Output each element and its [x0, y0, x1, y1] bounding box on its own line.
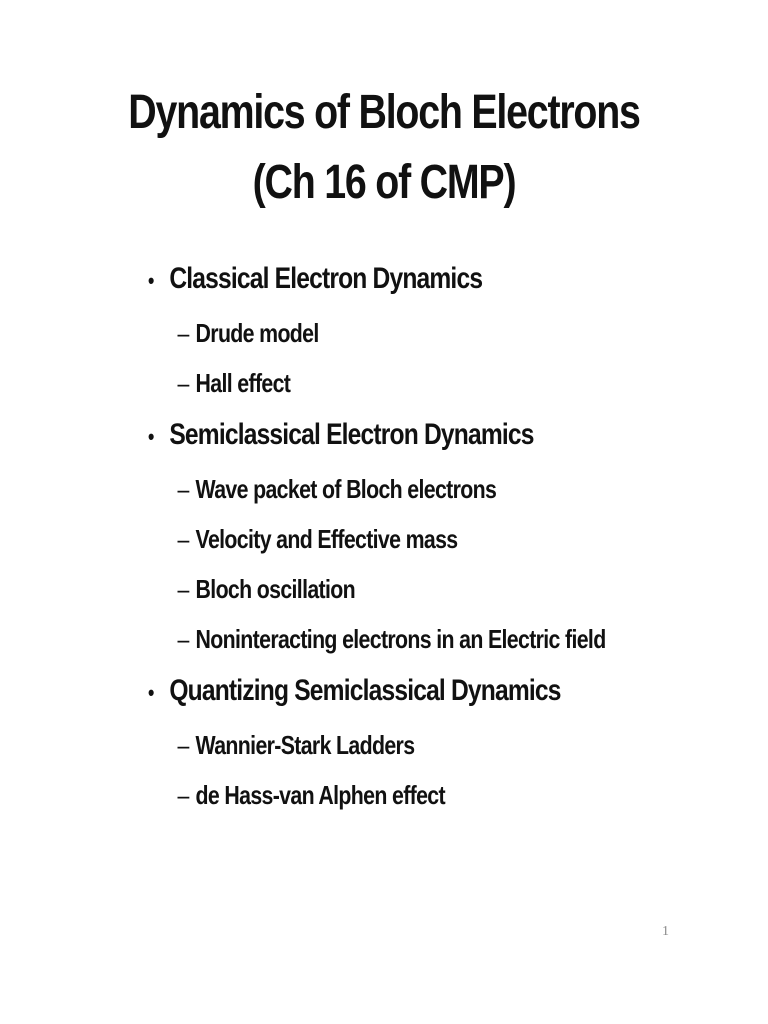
dash-icon: – — [177, 574, 189, 604]
dash-icon: – — [177, 624, 189, 654]
sub-item: – Bloch oscillation — [148, 564, 640, 614]
slide-title — [69, 78, 699, 218]
dash-icon: – — [177, 318, 189, 348]
outline-list — [148, 252, 748, 820]
sub-item: – Wannier-Stark Ladders — [148, 720, 640, 770]
outline-item — [148, 664, 748, 820]
sub-item: – Noninteracting electrons in an Electric field — [148, 614, 640, 664]
dash-icon: – — [177, 730, 189, 760]
dash-icon: – — [177, 780, 189, 810]
sub-item: – de Hass-van Alphen effect — [148, 770, 640, 820]
title-line-1: Dynamics of Bloch Electrons — [128, 86, 640, 139]
title-line-2: (Ch 16 of CMP) — [252, 156, 516, 209]
bullet-icon: • — [148, 268, 154, 293]
bullet-label: Classical Electron Dynamics — [169, 262, 483, 295]
sub-item: – Wave packet of Bloch electrons — [148, 464, 640, 514]
sub-list — [148, 464, 748, 664]
dash-icon: – — [177, 368, 189, 398]
outline-item — [148, 408, 748, 664]
sub-item: – Drude model — [148, 308, 640, 358]
bullet-label: Quantizing Semiclassical Dynamics — [169, 674, 561, 707]
sub-item: – Hall effect — [148, 358, 640, 408]
page-number: 1 — [662, 924, 669, 939]
sub-list — [148, 720, 748, 820]
sub-list — [148, 308, 748, 408]
dash-icon: – — [177, 474, 189, 504]
dash-icon: – — [177, 524, 189, 554]
outline-item — [148, 252, 748, 408]
bullet-icon: • — [148, 680, 154, 705]
bullet-icon: • — [148, 424, 154, 449]
bullet-label: Semiclassical Electron Dynamics — [169, 418, 534, 451]
sub-item: – Velocity and Effective mass — [148, 514, 640, 564]
